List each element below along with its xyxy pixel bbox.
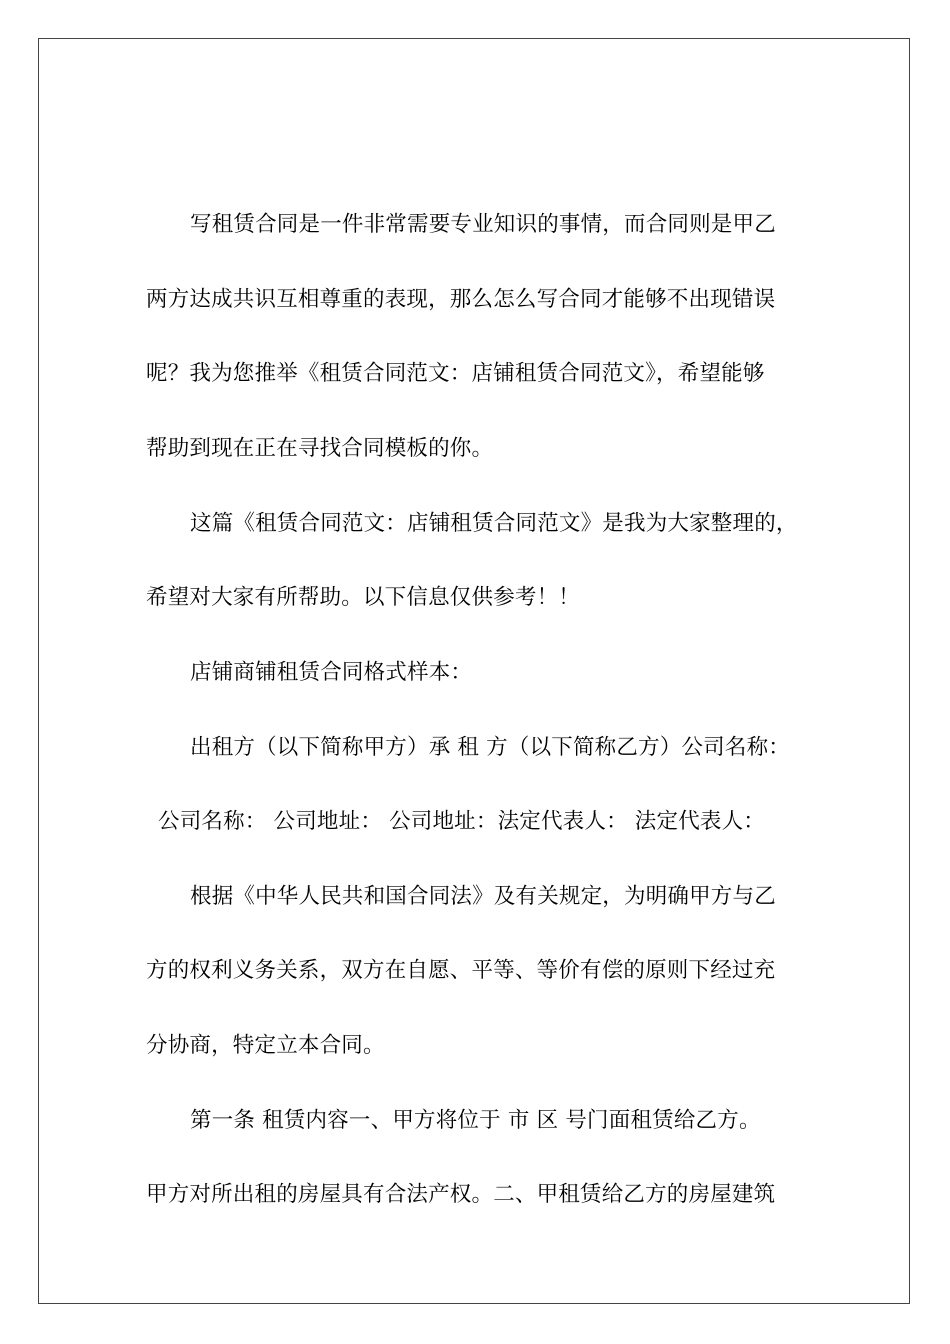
paragraph-intro-line-1: 写租赁合同是一件非常需要专业知识的事情，而合同则是甲乙 xyxy=(190,212,776,237)
paragraph-basis-line-1: 根据《中华人民共和国合同法》及有关规定，为明确甲方与乙 xyxy=(190,884,776,909)
paragraph-intro-line-3: 呢？我为您推举《租赁合同范文：店铺租赁合同范文》，希望能够 xyxy=(146,361,765,386)
paragraph-intro-line-2: 两方达成共识互相尊重的表现，那么怎么写合同才能够不出现错误 xyxy=(146,287,776,312)
paragraph-basis-line-2: 方的权利义务关系，双方在自愿、平等、等价有偿的原则下经过充 xyxy=(146,958,776,983)
party-line-2: 公司名称： 公司地址： 公司地址：法定代表人： 法定代表人： xyxy=(158,809,766,834)
section-title: 店铺商铺租赁合同格式样本： xyxy=(190,660,473,685)
party-line-1: 出租方（以下简称甲方）承 租 方（以下简称乙方）公司名称： xyxy=(190,735,790,760)
paragraph-note-line-1: 这篇《租赁合同范文：店铺租赁合同范文》是我为大家整理的， xyxy=(190,511,798,536)
article-one-line-2: 甲方对所出租的房屋具有合法产权。二、甲租赁给乙方的房屋建筑 xyxy=(146,1182,776,1207)
paragraph-note-line-2: 希望对大家有所帮助。以下信息仅供参考！！ xyxy=(146,585,581,610)
paragraph-basis-line-3: 分协商，特定立本合同。 xyxy=(146,1033,385,1058)
paragraph-intro-line-4: 帮助到现在正在寻找合同模板的你。 xyxy=(146,436,494,461)
article-one-line-1: 第一条 租赁内容一、甲方将位于 市 区 号门面租赁给乙方。 xyxy=(190,1108,761,1133)
